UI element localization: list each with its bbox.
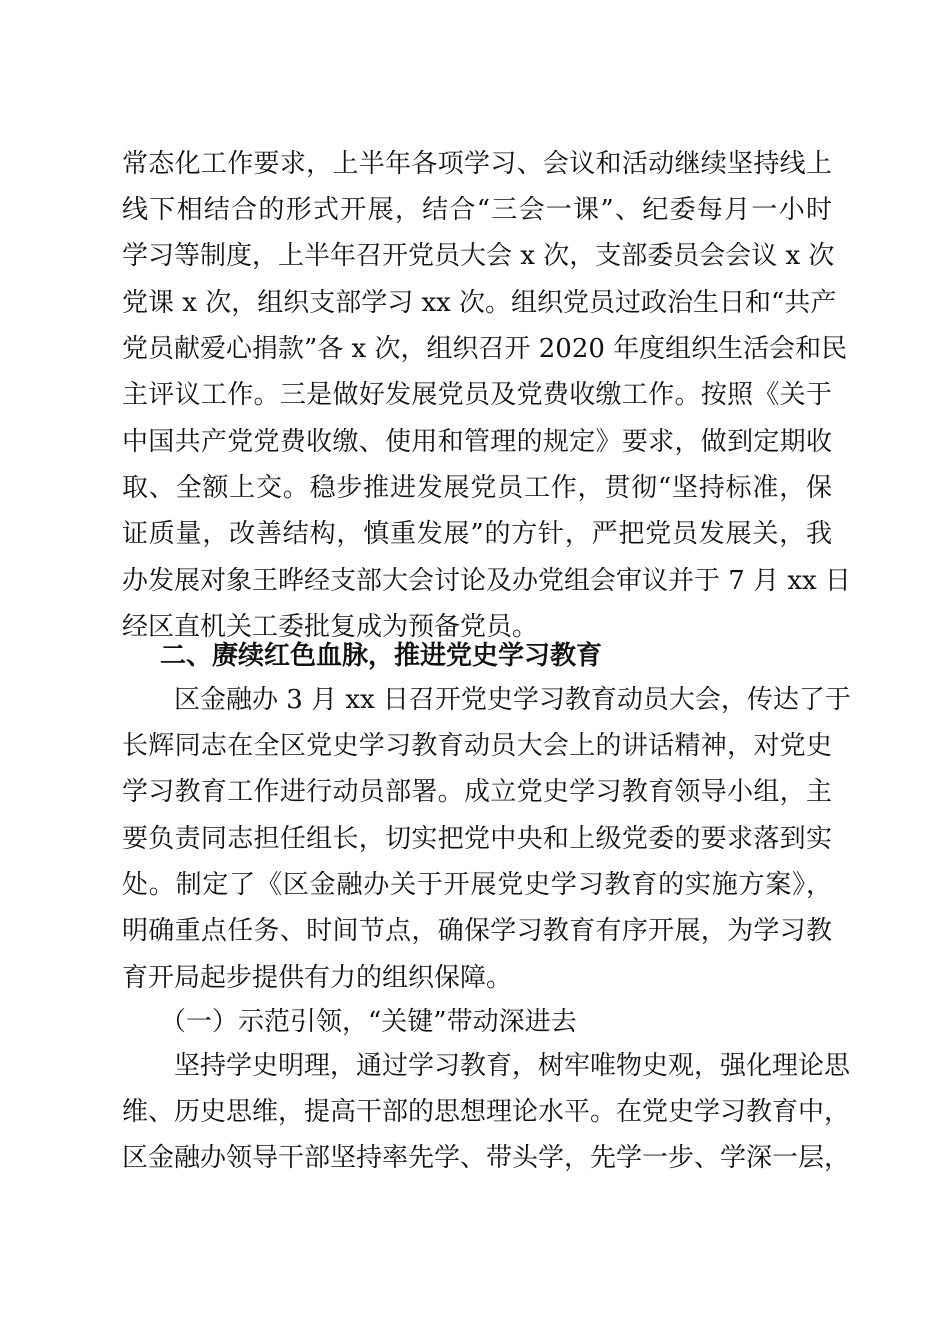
paragraph-line: 主评议工作。三是做好发展党员及党费收缴工作。按照《关于 (122, 380, 832, 410)
paragraph-line: 区金融办 3 月 xx 日召开党史学习教育动员大会，传达了于 (174, 685, 851, 715)
paragraph-line: 中国共产党党费收缴、使用和管理的规定》要求，做到定期收 (122, 427, 832, 457)
paragraph-line: 长辉同志在全区党史学习教育动员大会上的讲话精神，对党史 (122, 731, 832, 761)
paragraph-line: 维、历史思维，提高干部的思想理论水平。在党史学习教育中， (122, 1097, 851, 1127)
paragraph-line: 证质量，改善结构，慎重发展”的方针，严把党员发展关，我 (122, 519, 832, 549)
section-heading: 二、赓续红色血脉，推进党史学习教育 (160, 641, 603, 671)
paragraph-line: 党员献爱心捐款”各 x 次，组织召开 2020 年度组织生活会和民 (122, 334, 848, 364)
paragraph-line: 线下相结合的形式开展，结合“三会一课”、纪委每月一小时 (122, 195, 832, 225)
paragraph-line: 常态化工作要求，上半年各项学习、会议和活动继续坚持线上 (122, 149, 832, 179)
paragraph-line: 明确重点任务、时间节点，确保学习教育有序开展，为学习教 (122, 916, 832, 946)
paragraph-line: 区金融办领导干部坚持率先学、带头学，先学一步、学深一层， (122, 1143, 851, 1173)
paragraph-line: 党课 x 次，组织支部学习 xx 次。组织党员过政治生日和“共产 (122, 288, 837, 318)
paragraph-line: 学习等制度，上半年召开党员大会 x 次，支部委员会会议 x 次 (122, 241, 835, 271)
paragraph-line: 要负责同志担任组长，切实把党中央和上级党委的要求落到实 (122, 824, 832, 854)
paragraph-line: 处。制定了《区金融办关于开展党史学习教育的实施方案》， (122, 870, 832, 900)
paragraph-line: 育开局起步提供有力的组织保障。 (122, 963, 513, 993)
paragraph-line: 办发展对象王晔经支部大会讨论及办党组会审议并于 7 月 xx 日 (122, 566, 851, 596)
paragraph-line: 经区直机关工委批复成为预备党员。 (122, 612, 539, 642)
subsection-heading: （一）示范引领，“关键”带动深进去 (160, 1007, 577, 1037)
paragraph-line: 学习教育工作进行动员部署。成立党史学习教育领导小组，主 (122, 777, 832, 807)
paragraph-line: 取、全额上交。稳步推进发展党员工作，贯彻“坚持标准，保 (122, 473, 832, 503)
paragraph-line: 坚持学史明理，通过学习教育，树牢唯物史观，强化理论思 (174, 1051, 851, 1081)
